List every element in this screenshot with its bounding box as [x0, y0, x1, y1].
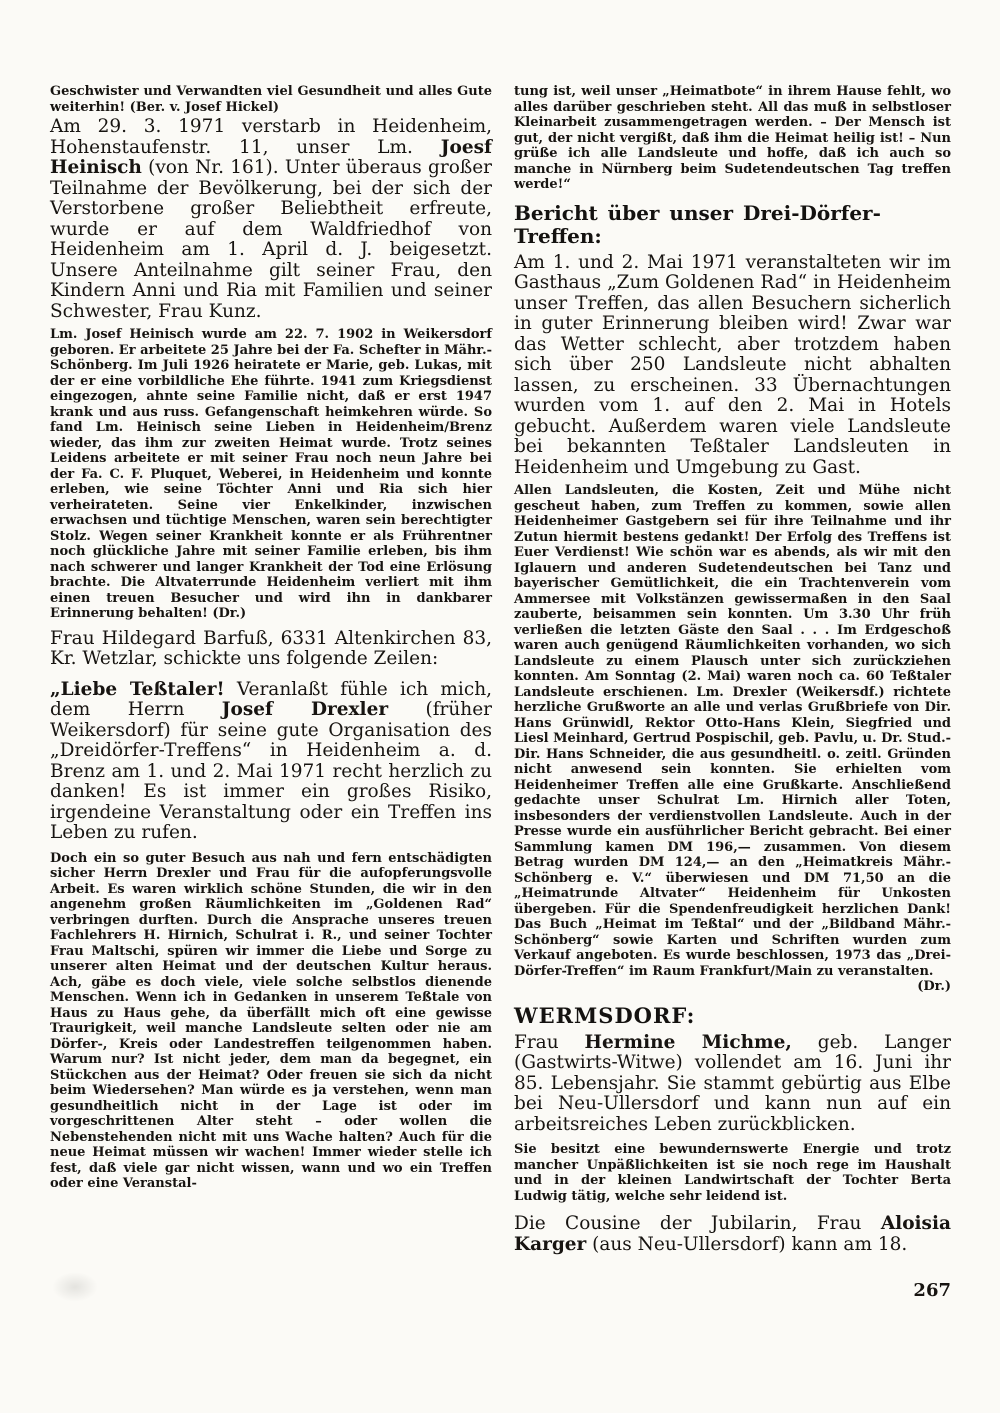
karger-text-part: Die Cousine der Jubilarin, Frau — [514, 1213, 881, 1234]
report-detail-paragraph: Allen Landsleuten, die Kosten, Zeit und Mühe nicht gescheut haben, zum Treffen zu kommen, sowie allen Heidenheimer Gastgebern sei für ihre Teilnahme und ihr Zutun hiermit bestens gedankt! Der Erfolg des Treffens ist Euer Verdienst! Wie schön war es abends, als wir mit den Iglauern und anderen Sudetendeutschen bei Tanz und bayerischer Gemütlichkeit, die ein Trachtenverein vom Ammersee mit Volkstänzen gewissermaßen in den Saal zauberte, beisammen sein konnten. Um 3.30 Uhr früh verließen die letzten Gäste den Saal . . . Im Erdgeschoß waren auch genügend Räumlichkeiten vorhanden, wo sich Landsleute zu einem Plausch unter sich zurückziehen konnten. Am Sonntag (2. Mai) waren noch ca. 60 Teßtaler Landsleute erschienen. Lm. Drexler (Weikersdf.) richtete herzliche Grußworte an alle und verlas Grußbriefe von Dir. Hans Grünwidl, Rektor Otto-Hans Klein, Siegfried und Liesl Meinhard, Gertrud Pospischil, geb. Pavlu, u. Dr. Stud.-Dir. Hans Schneider, die aus gesundheitl. o. zeitl. Gründen nicht anwesend sein konnten. Sie erhielten vom Heidenheimer Treffen alle eine Grußkarte. Anschließend gedachte unser Schulrat Lm. Hirnich aller Toten, insbesonders der verdienstvollen Landsleute. Auch in der Presse wurde ein ausführlicher Bericht gebracht. Bei einer Sammlung kamen DM 196,— zusammen. Von diesem Betrag wurden DM 124,— an den „Heimatkreis Mähr.-Schönberg e. V.“ überwiesen und DM 71,50 an die „Heimatrunde Altvater“ Heidenheim für Unkosten übergeben. Für die Spendenfreudigkeit herzlichen Dank! Das Buch „Heimat im Teßtal“ und der „Bildband Mähr.-Schönberg“ sowie Karten und Schriften wurden zum Verkauf angeboten. Es wurde beschlossen, 1973 das „Drei-Dörfer-Treffen“ im Raum Frankfurt/Main zu veranstalten. — [514, 483, 951, 979]
continued-intro-paragraph: Geschwister und Verwandten viel Gesundheit und alles Gute weiterhin! (Ber. v. Josef Hickel) — [50, 84, 492, 115]
michme-detail-paragraph: Sie besitzt eine bewundernswerte Energie und trotz mancher Unpäßlichkeiten ist sie noch rege im Haushalt und in der kleinen Landwirtschaft der Tochter Berta Ludwig tätig, welche sehr leidend ist. — [514, 1142, 951, 1204]
jubilarin-name: Hermine Michme, — [584, 1031, 792, 1053]
obituary-paragraph — [50, 117, 492, 322]
letter-salutation-bold: „Liebe Teßtaler! — [50, 678, 225, 700]
obituary-biography-paragraph: Lm. Josef Heinisch wurde am 22. 7. 1902 in Weikersdorf geboren. Er arbeitete 25 Jahre bei der Fa. Schefter in Mähr.-Schönberg. Im Juli 1926 heiratete er Marie, geb. Lukas, mit der er eine vorbildliche Ehe führte. 1941 zum Kriegsdienst eingezogen, ahnte seine Familie nicht, daß er erst 1947 krank und aus russ. Gefangenschaft heimkehren würde. So fand Lm. Heinisch seine Lieben in Heidenheim/Brenz wieder, das ihm zur zweiten Heimat wurde. Trotz seines Leidens arbeitete er mit seiner Frau noch neun Jahre bei der Fa. C. F. Pluquet, Weberei, in Heidenheim und konnte erleben, wie seine Töchter Anni und Ria sich hier verheirateten. Seine vier Enkelkinder, inzwischen erwachsen und tüchtige Menschen, waren sein berechtigter Stolz. Wegen seiner Krankheit konnte er als Frührentner noch glückliche Jahre mit seiner Familie erleben, bis ihm nach schwerer und langer Krankheit der Tod eine Erlösung brachte. Die Altvaterrunde Heidenheim verliert mit ihm einen treuen Besucher und wird ihn in dankbarer Erinnerung behalten! (Dr.) — [50, 327, 492, 621]
report-section-heading: Bericht über unser Drei-Dörfer-Treffen: — [514, 200, 881, 248]
reader-letter-body-paragraph: Doch ein so guter Besuch aus nah und fern entschädigten sicher Herrn Drexler und Frau für die aufopferungsvolle Arbeit. Es waren wirklich schöne Stunden, die wir in den angenehm großen Räumlichkeiten im „Goldenen Rad“ verbringen durften. Durch die Ansprache unseres treuen Fachlehrers H. Hirnich, Schulrat i. R., und seiner Tochter Frau Maltschi, spüren wir immer die Liebe und Sorge zu unserer alten Heimat und der deutschen Kultur heraus. Ach, gäbe es doch viele, viele solche selbstlos dienende Menschen. Wenn ich in Gedanken in unserem Teßtale von Haus zu Haus gehe, da überfällt mich oft eine gewisse Traurigkeit, weil manche Landsleute selten oder nie am Dörfer-, Kreis oder Landestreffen teilgenommen haben. Warum nur? Ist nicht jeder, dem man da begegnet, ein Stückchen aus der Heimat? Oder freuen sie sich da nicht beim Wiedersehen? Man würde es ja verstehen, wenn man gesundheitlich nicht in der Lage ist oder im vorgeschrittenen Alter steht – oder wollen die Nebenstehenden nicht mit uns Wache halten? Auch für die neue Heimat müssen wir wachen! Immer wieder stelle ich fest, daß viele gar nicht wissen, wann und wo ein Treffen oder eine Veranstal- — [50, 850, 492, 1191]
report-signature: (Dr.) — [917, 979, 951, 994]
letter-text-part: (früher Weikersdorf) für seine gute Organisation des „Dreidörfer-Treffens“ in Heidenheim a. d. Brenz am 1. und 2. Mai 1971 recht herzlich zu danken! Es ist immer ein großes Risiko, irgendeine Veranstaltung oder ein Treffen ins Leben zu rufen. — [50, 699, 492, 843]
cousin-name: Aloisia Karger — [514, 1213, 951, 1255]
reader-letter-continuation-paragraph: tung ist, weil unser „Heimatbote“ in ihrem Hause fehlt, wo alles darüber geschrieben steht. All das muß in selbstloser Kleinarbeit zusammengetragen werden. – Der Mensch ist gut, der nicht vergißt, daß ihm die Heimat heilig ist! – Nun grüße ich alle Landsleute und hoffe, daß ich auch so manche in Nürnberg beim Sudetendeutschen Tag treffen werde!“ — [514, 84, 951, 192]
obituary-text-part: Am 29. 3. 1971 verstarb in Heidenheim, Hohenstaufenstr. 11, unser Lm. — [50, 116, 492, 158]
organizer-name: Josef Drexler — [221, 699, 389, 720]
sender-note-paragraph: Frau Hildegard Barfuß, 6331 Altenkirchen 83, Kr. Wetzlar, schickte uns folgende Zeilen: — [50, 627, 492, 669]
michme-text-part: Frau — [514, 1031, 585, 1053]
michme-text-part: geb. Langer (Gastwirts-Witwe) vollendet am 16. Juni ihr 85. Lebensjahr. Sie stammt gebürtig aus Elbe bei Neu-Ullersdorf und kann nun auf ein arbeitsreiches Leben zurückblicken. — [514, 1031, 951, 1135]
reader-letter-lead-paragraph — [50, 680, 492, 844]
karger-paragraph — [514, 1214, 951, 1255]
left-column — [50, 84, 492, 1192]
right-column — [514, 84, 951, 1255]
letter-text-part: Veranlaßt fühle ich mich, dem Herrn — [50, 678, 492, 720]
report-lead-paragraph: Am 1. und 2. Mai 1971 veranstalteten wir im Gasthaus „Zum Goldenen Rad“ in Heidenheim unser Treffen, das allen Besuchern sicherlich in guter Erinnerung bleiben wird! Zwar war das Wetter schlecht, aber trotzdem haben sich über 250 Landsleute nicht abhalten lassen, zu erscheinen. 33 Übernachtungen wurden vom 1. auf den 2. Mai in Hotels gebucht. Außerdem waren viele Landsleute bei bekannten Teßtaler Landsleuten in Heidenheim und Umgebung zu Gast. — [514, 251, 951, 478]
page-number: 267 — [913, 1280, 951, 1301]
obituary-text-part: (von Nr. 161). Unter überaus großer Teilnahme der Bevölkerung, bei der sich der Verstorbene großer Beliebtheit erfreute, wurde er auf dem Waldfriedhof von Heidenheim am 1. April d. J. beigesetzt. Unsere Anteilnahme gilt seiner Frau, den Kindern Anni und Ria mit Familien und seiner Schwester, Frau Kunz. — [50, 157, 492, 322]
scan-smudge-artifact — [52, 1272, 98, 1302]
wermsdorf-section-heading: WERMSDORF: — [514, 1002, 696, 1028]
karger-text-part: (aus Neu-Ullersdorf) kann am 18. — [586, 1233, 908, 1255]
deceased-name: Joesf Heinisch — [50, 136, 492, 178]
michme-birthday-paragraph — [514, 1033, 951, 1136]
